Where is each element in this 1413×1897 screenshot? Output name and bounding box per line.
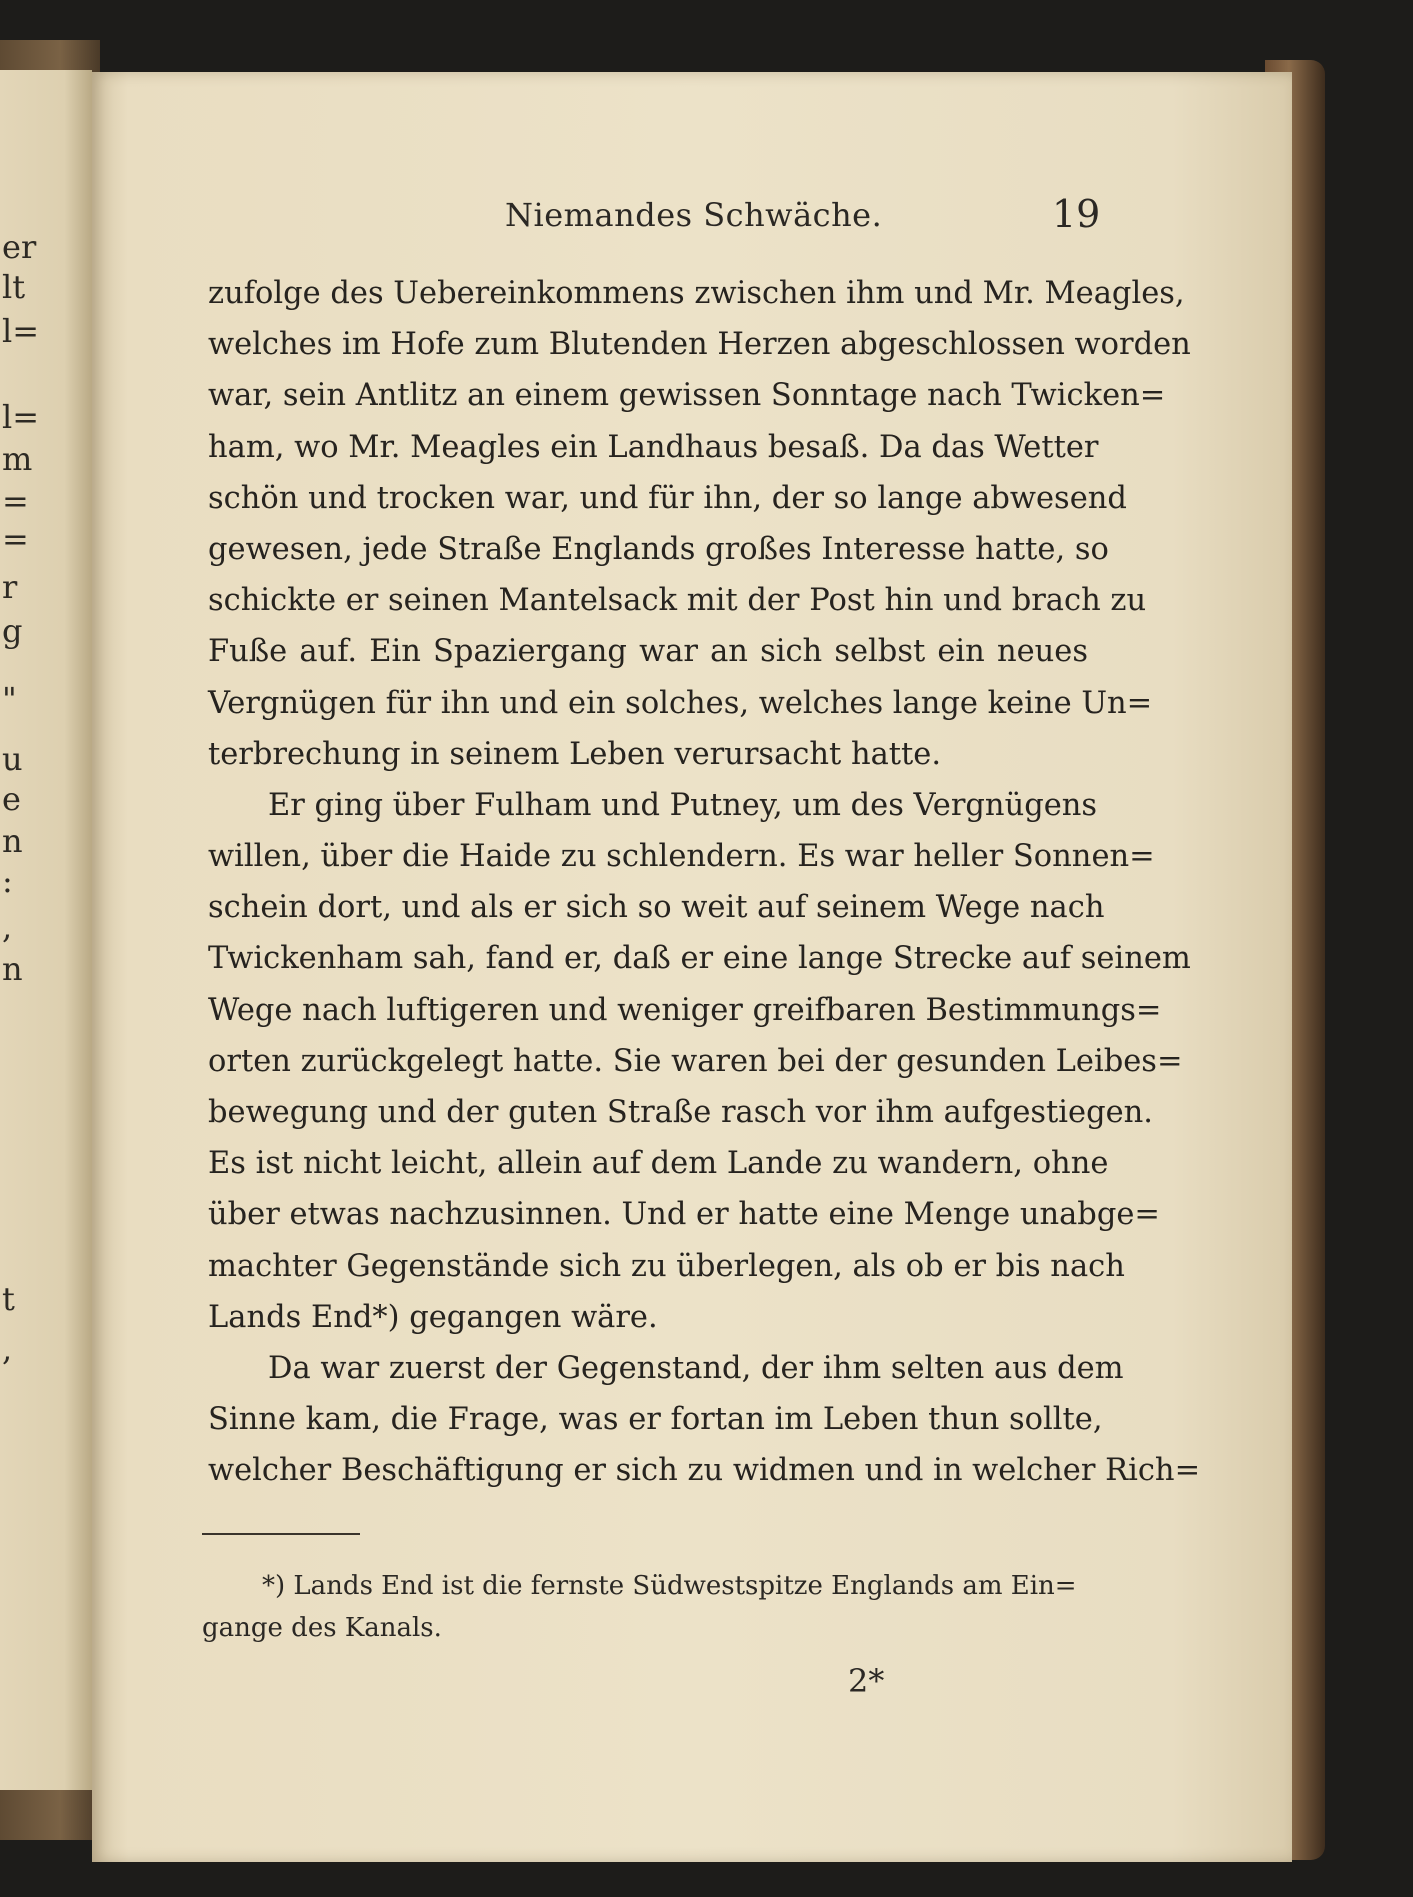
text-line: Fuße auf. Ein Spaziergang war an sich selbst ein neues: [208, 634, 1088, 670]
signature-mark: 2*: [848, 1662, 885, 1700]
footnote-line: gange des Kanals.: [202, 1613, 442, 1643]
text-line: Es ist nicht leicht, allein auf dem Lande zu wandern, ohne: [208, 1146, 1109, 1182]
text-line: Twickenham sah, fand er, daß er eine lange Strecke auf seinem: [208, 941, 1191, 977]
previous-page-fragment: :: [2, 862, 13, 900]
text-line: Vergnügen für ihn und ein solches, welches lange keine Un=: [208, 685, 1153, 721]
previous-page-fragment: =: [2, 520, 29, 558]
text-line: willen, über die Haide zu schlendern. Es war heller Sonnen=: [208, 839, 1155, 875]
previous-page-fragment: m: [2, 440, 33, 478]
previous-page-edge: [0, 70, 92, 1790]
previous-page-fragment: n: [2, 822, 23, 860]
text-line: orten zurückgelegt hatte. Sie waren bei der gesunden Leibes=: [208, 1043, 1183, 1079]
footnote-line: *) Lands End ist die fernste Südwestspitze Englands am Ein=: [262, 1571, 1077, 1601]
text-line: gewesen, jede Straße Englands großes Interesse hatte, so: [208, 531, 1109, 567]
text-line: zufolge des Uebereinkommens zwischen ihm und Mr. Meagles,: [208, 276, 1185, 311]
text-line: Wege nach luftigeren und weniger greifbaren Bestimmungs=: [208, 992, 1162, 1028]
text-line: Lands End*) gegangen wäre.: [208, 1299, 658, 1335]
text-line: schön und trocken war, und für ihn, der so lange abwesend: [208, 480, 1127, 516]
text-line: schein dort, und als er sich so weit auf seinem Wege nach: [208, 890, 1105, 926]
text-line: ham, wo Mr. Meagles ein Landhaus besaß. Da das Wetter: [208, 429, 1099, 465]
previous-page-fragment: l=: [2, 312, 40, 350]
previous-page-fragment: er: [2, 228, 37, 266]
text-line: welches im Hofe zum Blutenden Herzen abgeschlossen worden: [208, 327, 1191, 363]
page-body-text: [208, 268, 1201, 1497]
text-line: Er ging über Fulham und Putney, um des Vergnügens: [268, 787, 1098, 823]
text-line: war, sein Antlitz an einem gewissen Sonntage nach Twicken=: [208, 378, 1166, 414]
running-title: Niemandes Schwäche.: [505, 196, 883, 234]
footnote: [202, 1565, 1082, 1649]
text-line: machter Gegenstände sich zu überlegen, als ob er bis nach: [208, 1248, 1125, 1284]
previous-page-fragment: u: [2, 740, 23, 778]
previous-page-fragment: l=: [2, 398, 40, 436]
text-line: schickte er seinen Mantelsack mit der Post hin und brach zu: [208, 583, 1147, 619]
previous-page-fragment: ": [2, 680, 17, 718]
text-line: bewegung und der guten Straße rasch vor ihm aufgestiegen.: [208, 1095, 1153, 1130]
previous-page-fragment: ,: [2, 1330, 13, 1368]
previous-page-fragment: r: [2, 568, 18, 606]
previous-page-fragment: lt: [2, 268, 26, 306]
previous-page-fragment: e: [2, 780, 21, 818]
text-line: Sinne kam, die Frage, was er fortan im Leben thun sollte,: [208, 1402, 1103, 1438]
page-number: 19: [1052, 192, 1101, 236]
previous-page-fragment: =: [2, 482, 29, 520]
text-line: terbrechung in seinem Leben verursacht hatte.: [208, 736, 942, 772]
previous-page-fragment: g: [2, 612, 23, 650]
text-line: über etwas nachzusinnen. Und er hatte eine Menge unabge=: [208, 1197, 1160, 1233]
footnote-rule: [202, 1533, 360, 1535]
text-line: welcher Beschäftigung er sich zu widmen und in welcher Rich=: [208, 1453, 1201, 1489]
text-line: Da war zuerst der Gegenstand, der ihm selten aus dem: [268, 1350, 1124, 1386]
previous-page-fragment: n: [2, 950, 23, 988]
previous-page-fragment: t: [2, 1280, 15, 1318]
previous-page-fragment: ,: [2, 908, 13, 946]
